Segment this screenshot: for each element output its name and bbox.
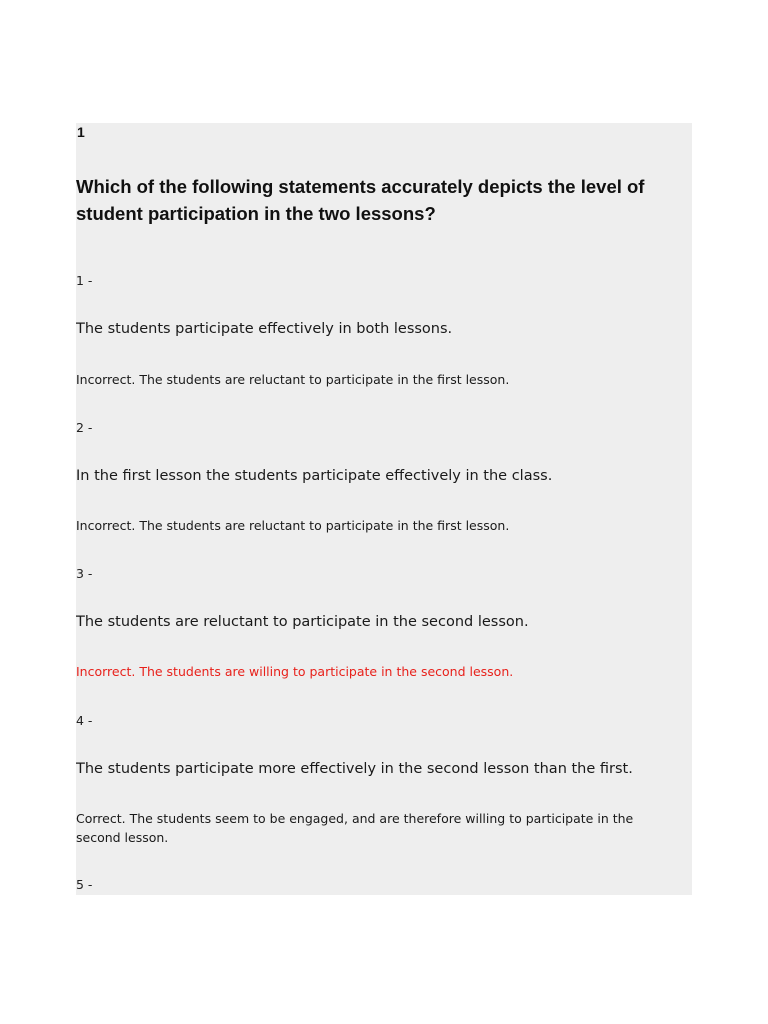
option-1-number: 1 -	[76, 273, 93, 288]
option-1-feedback: Incorrect. The students are reluctant to participate in the first lesson.	[76, 372, 510, 387]
option-3-text[interactable]: The students are reluctant to participate in the second lesson.	[76, 614, 529, 630]
option-2-feedback: Incorrect. The students are reluctant to participate in the first lesson.	[76, 518, 510, 533]
option-2-text[interactable]: In the first lesson the students participate effectively in the class.	[76, 468, 553, 484]
question-panel	[76, 123, 692, 895]
option-4-number: 4 -	[76, 713, 93, 728]
option-4-text[interactable]: The students participate more effectively in the second lesson than the first.	[76, 761, 633, 777]
question-title: Which of the following statements accurately depicts the level of student participation in the two lessons?	[76, 176, 645, 224]
option-2-number: 2 -	[76, 420, 93, 435]
option-5-number: 5 -	[76, 877, 93, 892]
option-3-number: 3 -	[76, 566, 93, 581]
option-4-feedback: Correct. The students seem to be engaged, and are therefore willing to participate in the second lesson.	[76, 811, 634, 845]
question-number: 1	[77, 124, 85, 140]
option-1-text[interactable]: The students participate effectively in both lessons.	[76, 321, 453, 337]
option-3-feedback: Incorrect. The students are willing to participate in the second lesson.	[76, 664, 514, 679]
